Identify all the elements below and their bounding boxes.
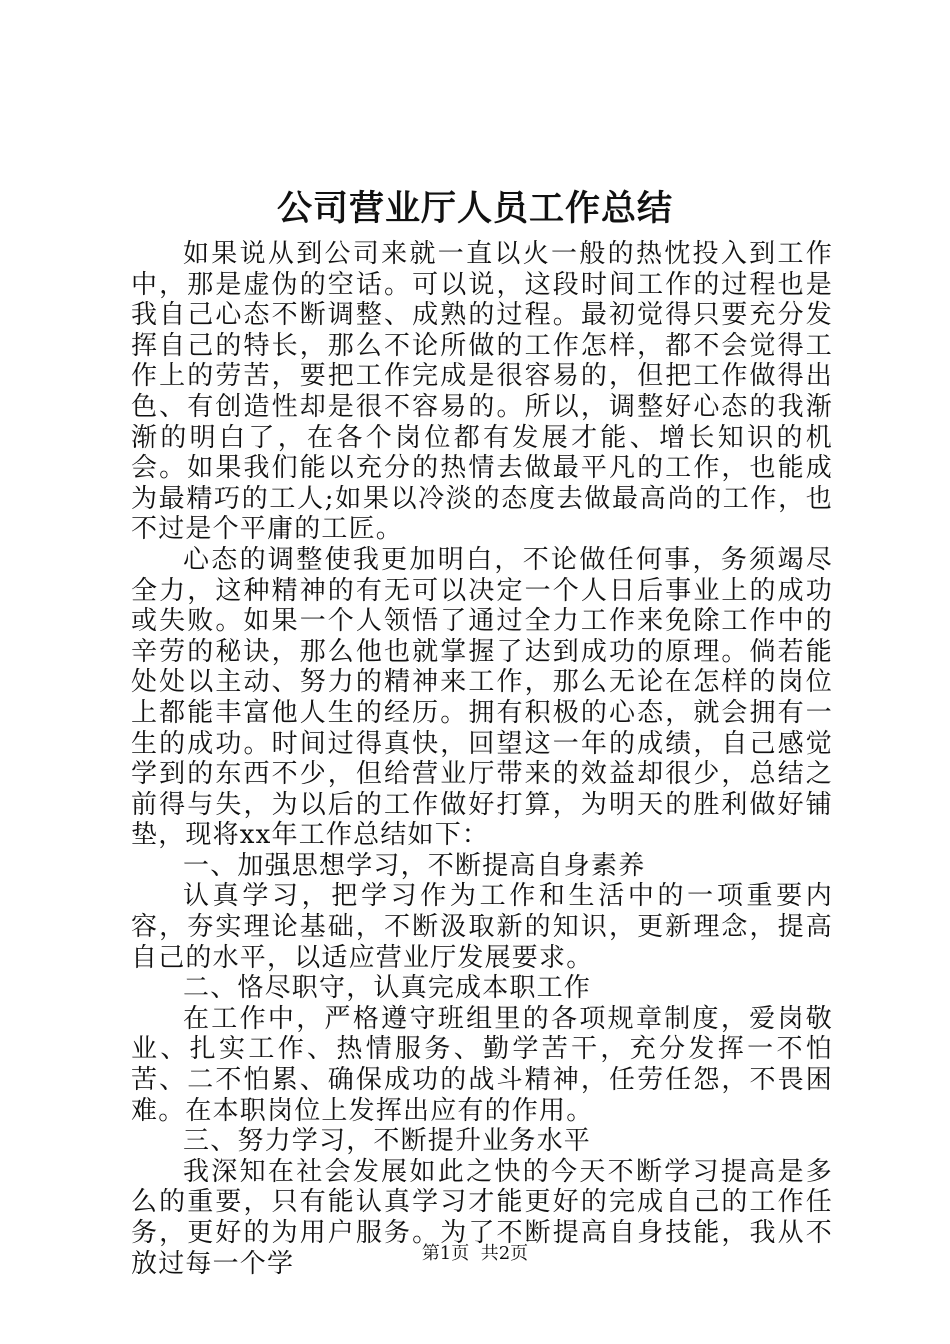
section-heading-1: 一、加强思想学习，不断提高自身素养 [183,850,646,881]
section-text-2: 在工作中，严格遵守班组里的各项规章制度，爱岗敬业、扎实工作、热情服务、勤学苦干，充分发挥一不怕苦、二不怕累、确保成功的战斗精神，任劳任怨，不畏困难。在本职岗位上发挥出应有的作用。 [131,1003,833,1126]
section-text-1: 认真学习，把学习作为工作和生活中的一项重要内容，夯实理论基础，不断汲取新的知识，更新理念，提高自己的水平，以适应营业厅发展要求。 [131,881,833,973]
document-title: 公司营业厅人员工作总结 [276,188,673,229]
paragraph-intro-1: 如果说从到公司来就一直以火一般的热忱投入到工作中，那是虚伪的空话。可以说，这段时间工作的过程也是我自己心态不断调整、成熟的过程。最初觉得只要充分发挥自己的特长，那么不论所做的工作怎样，都不会觉得工作上的劳苦，要把工作完成是很容易的，但把工作做得出色、有创造性却是很不容易的。所以，调整好心态的我渐渐的明白了，在各个岗位都有发展才能、增长知识的机会。如果我们能以充分的热情去做最平凡的工作，也能成为最精巧的工人;如果以冷淡的态度去做最高尚的工作，也不过是个平庸的工匠。 [131,239,833,545]
section-heading-3: 三、努力学习，不断提升业务水平 [183,1126,592,1157]
paragraph-intro-2: 心态的调整使我更加明白，不论做任何事，务须竭尽全力，这种精神的有无可以决定一个人日后事业上的成功或失败。如果一个人领悟了通过全力工作来免除工作中的辛劳的秘诀，那么他也就掌握了达到成功的原理。倘若能处处以主动、努力的精神来工作，那么无论在怎样的岗位上都能丰富他人生的经历。拥有积极的心态，就会拥有一生的成功。时间过得真快，回望这一年的成绩，自己感觉学到的东西不少，但给营业厅带来的效益却很少，总结之前得与失，为以后的工作做好打算，为明天的胜利做好铺垫，现将xx年工作总结如下： [131,544,833,851]
section-heading-2: 二、恪尽职守，认真完成本职工作 [183,973,592,1004]
page-footer: 第1页 共2页 [421,1243,529,1264]
document-body [131,239,833,1279]
section-text-3: 我深知在社会发展如此之快的今天不断学习提高是多么的重要，只有能认真学习才能更好的完成自己的工作任务，更好的为用户服务。为了不断提高自身技能，我从不放过每一个学 [131,1156,833,1279]
